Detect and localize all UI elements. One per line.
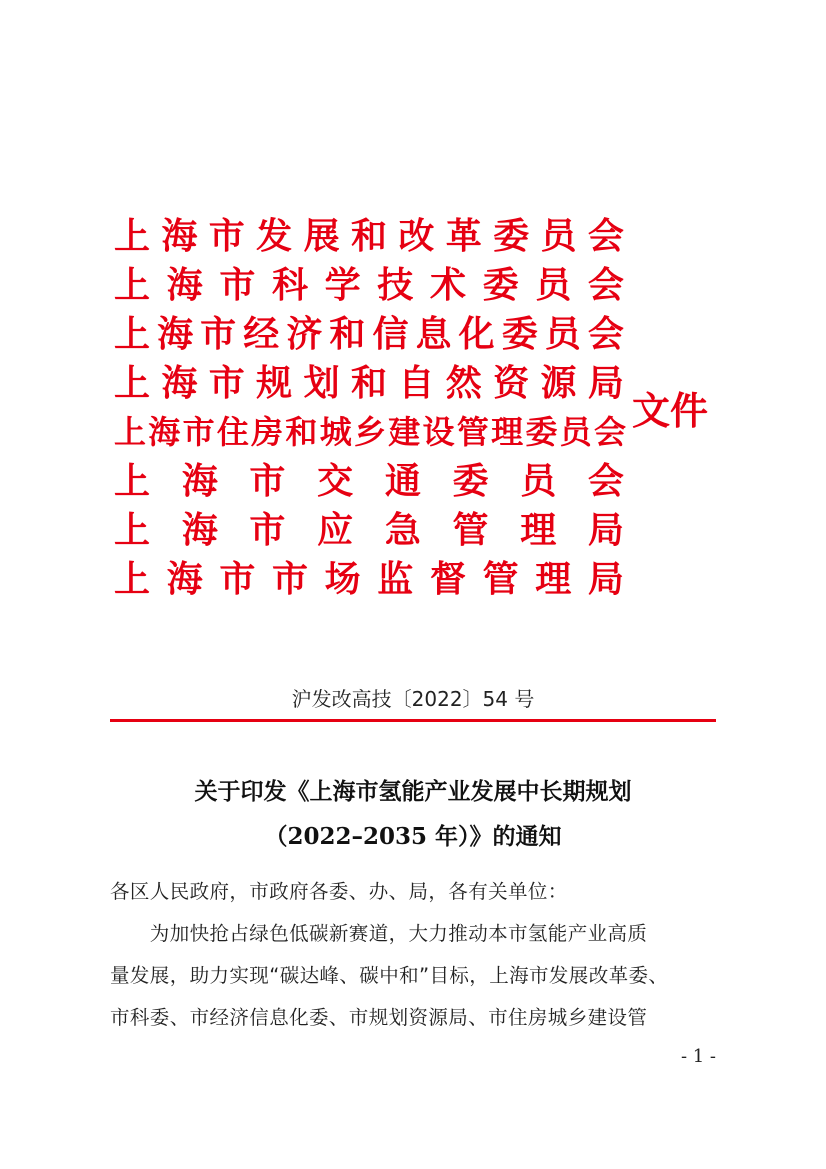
issuer-char: 化 [458,314,495,355]
red-divider-line [110,719,716,722]
issuer-char: 理 [520,510,557,551]
issuer-char: 市 [219,265,256,306]
issuer-char: 源 [540,363,577,404]
issuer-char: 上 [114,265,151,306]
issuer-char: 海 [181,510,218,551]
issuer-char: 市 [208,216,245,257]
issuer-char: 应 [317,510,354,551]
issuer-char: 委 [482,265,519,306]
issuer-char: 划 [303,363,340,404]
issuer-char: 会 [593,413,624,451]
file-suffix: 文件 [632,389,709,433]
issuer-line [114,506,624,555]
issuer-char: 员 [540,216,577,257]
issuer-char: 海 [161,216,198,257]
issuer-char: 会 [587,216,624,257]
issuer-char: 学 [324,265,361,306]
issuer-char: 局 [587,510,624,551]
issuer-char: 市 [200,314,237,355]
issuer-char: 和 [329,314,366,355]
issuer-char: 局 [587,559,624,600]
body-line-4: 市科委、市经济信息化委、市规划资源局、市住房城乡建设管 [110,1006,648,1029]
issuer-line [114,261,624,310]
issuer-char: 革 [445,216,482,257]
issuer-char: 上 [114,461,151,502]
issuer-char: 海 [166,559,203,600]
issuer-char: 交 [317,461,354,502]
issuer-char: 委 [452,461,489,502]
issuer-char: 住 [216,413,247,451]
issuer-char: 科 [271,265,308,306]
issuer-char: 监 [377,559,414,600]
issuer-char: 通 [384,461,421,502]
issuer-line [114,555,624,604]
issuer-char: 息 [415,314,452,355]
issuer-char: 市 [182,413,213,451]
issuer-char: 技 [377,265,414,306]
issuer-char: 上 [114,559,151,600]
issuer-char: 局 [587,363,624,404]
issuer-char: 和 [285,413,316,451]
body-line-2: 为加快抢占绿色低碳新赛道，大力推动本市氢能产业高质 [110,922,648,945]
issuer-char: 上 [114,216,151,257]
document-title-line-1: 关于印发《上海市氢能产业发展中长期规划 [194,778,632,805]
issuer-char: 城 [319,413,350,451]
issuer-char: 规 [256,363,293,404]
issuer-line [114,359,624,408]
issuer-char: 上 [114,510,151,551]
issuer-char: 发 [256,216,293,257]
issuer-char: 海 [181,461,218,502]
issuer-char: 会 [587,314,624,355]
issuer-char: 海 [166,265,203,306]
issuer-char: 管 [482,559,519,600]
issuer-line [114,408,624,457]
issuer-char: 理 [491,413,522,451]
issuer-char: 术 [429,265,466,306]
issuing-authorities [114,212,624,604]
issuer-char: 海 [157,314,194,355]
issuer-char: 管 [452,510,489,551]
issuer-char: 建 [388,413,419,451]
issuer-char: 信 [372,314,409,355]
issuer-char: 海 [161,363,198,404]
body-line-1: 各区人民政府，市政府各委、办、局，各有关单位： [110,880,568,903]
issuer-char: 市 [249,461,286,502]
issuer-char: 委 [493,216,530,257]
issuer-char: 市 [219,559,256,600]
document-title-line-2: （2022–2035 年）》的通知 [264,823,562,850]
issuer-line [114,212,624,261]
issuer-char: 管 [456,413,487,451]
body-line-3: 量发展，助力实现“碳达峰、碳中和”目标，上海市发展改革委、 [110,964,669,987]
issuer-char: 员 [544,314,581,355]
document-number: 沪发改高技〔2022〕54 号 [291,687,535,711]
issuer-char: 员 [520,461,557,502]
issuer-line [114,457,624,506]
issuer-char: 委 [501,314,538,355]
issuer-line [114,310,624,359]
issuer-char: 改 [398,216,435,257]
issuer-char: 展 [303,216,340,257]
issuer-char: 济 [286,314,323,355]
issuer-char: 设 [422,413,453,451]
issuer-char: 和 [350,363,387,404]
issuer-char: 会 [587,265,624,306]
issuer-char: 资 [493,363,530,404]
issuer-char: 委 [525,413,556,451]
issuer-char: 经 [243,314,280,355]
issuer-char: 员 [559,413,590,451]
issuer-char: 场 [324,559,361,600]
issuer-char: 房 [251,413,282,451]
issuer-char: 急 [384,510,421,551]
issuer-char: 自 [398,363,435,404]
issuer-char: 上 [114,314,151,355]
issuer-char: 和 [350,216,387,257]
issuer-char: 海 [148,413,179,451]
issuer-char: 市 [271,559,308,600]
issuer-char: 市 [249,510,286,551]
issuer-char: 理 [535,559,572,600]
issuer-char: 上 [114,363,151,404]
issuer-char: 然 [445,363,482,404]
issuer-char: 督 [429,559,466,600]
page-number: - 1 - [680,1046,716,1067]
issuer-char: 市 [208,363,245,404]
issuer-char: 员 [535,265,572,306]
issuer-char: 上 [114,413,145,451]
issuer-char: 会 [587,461,624,502]
issuer-char: 乡 [353,413,384,451]
